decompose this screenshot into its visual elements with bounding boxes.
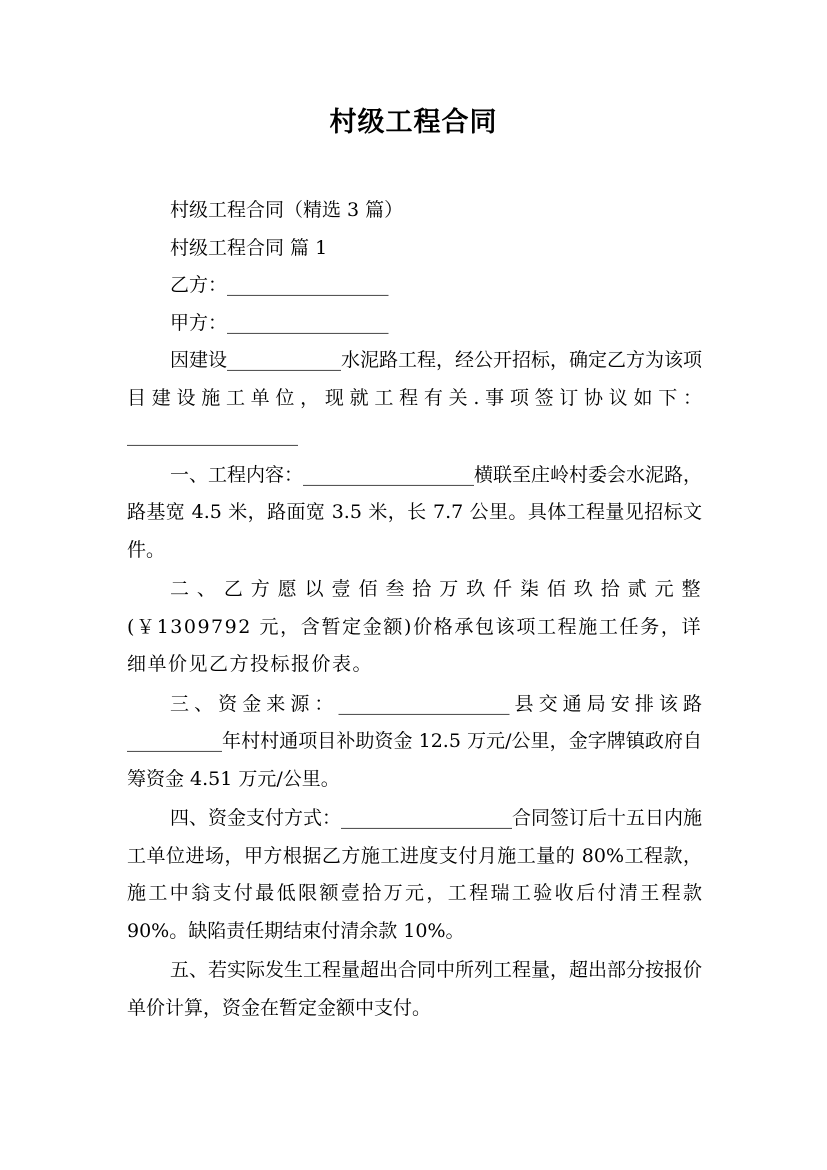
paragraph-clause-1: 一、工程内容：__________________横联至庄岭村委会水泥路，路基宽 4.5 米，路面宽 3.5 米，长 7.7 公里。具体工程量见招标文件。 (127, 463, 703, 561)
section-heading: 村级工程合同 篇 1 (170, 236, 328, 259)
paragraph-clause-5: 五、若实际发生工程量超出合同中所列工程量，超出部分按报价单价计算，资金在暂定金额中支付。 (127, 959, 703, 1019)
paragraph-clause-4: 四、资金支付方式：__________________合同签订后十五日内施工单位进场，甲方根据乙方施工进度支付月施工量的 80%工程款，施工中翁支付最低限额壹拾万元，工程瑞工验收后付清王程款 90%。缺陷责任期结束付清余款 10%。 (127, 807, 703, 942)
party-a-line: 甲方：_________________ (170, 311, 389, 334)
paragraph-clause-2: 二、乙方愿以壹佰叁拾万玖仟柒佰玖拾贰元整(￥1309792 元，含暂定金额)价格承包该项工程施工任务，详细单价见乙方投标报价表。 (127, 578, 702, 675)
document-title: 村级工程合同 (329, 107, 498, 138)
paragraph-clause-3: 三、资金来源：__________________县交通局安排该路__________年村村通项目补助资金 12.5 万元/公里，金字牌镇政府自筹资金 4.51 万元/公里。 (127, 692, 702, 790)
party-b-line: 乙方：_________________ (170, 274, 389, 296)
paragraph-intro: 因建设____________水泥路工程，经公开招标，确定乙方为该项目建设施工单位，现就工程有关.事项签订协议如下：__________________ (127, 349, 703, 446)
document-body (127, 192, 702, 1029)
document-subtitle: 村级工程合同（精选 3 篇） (170, 199, 404, 221)
